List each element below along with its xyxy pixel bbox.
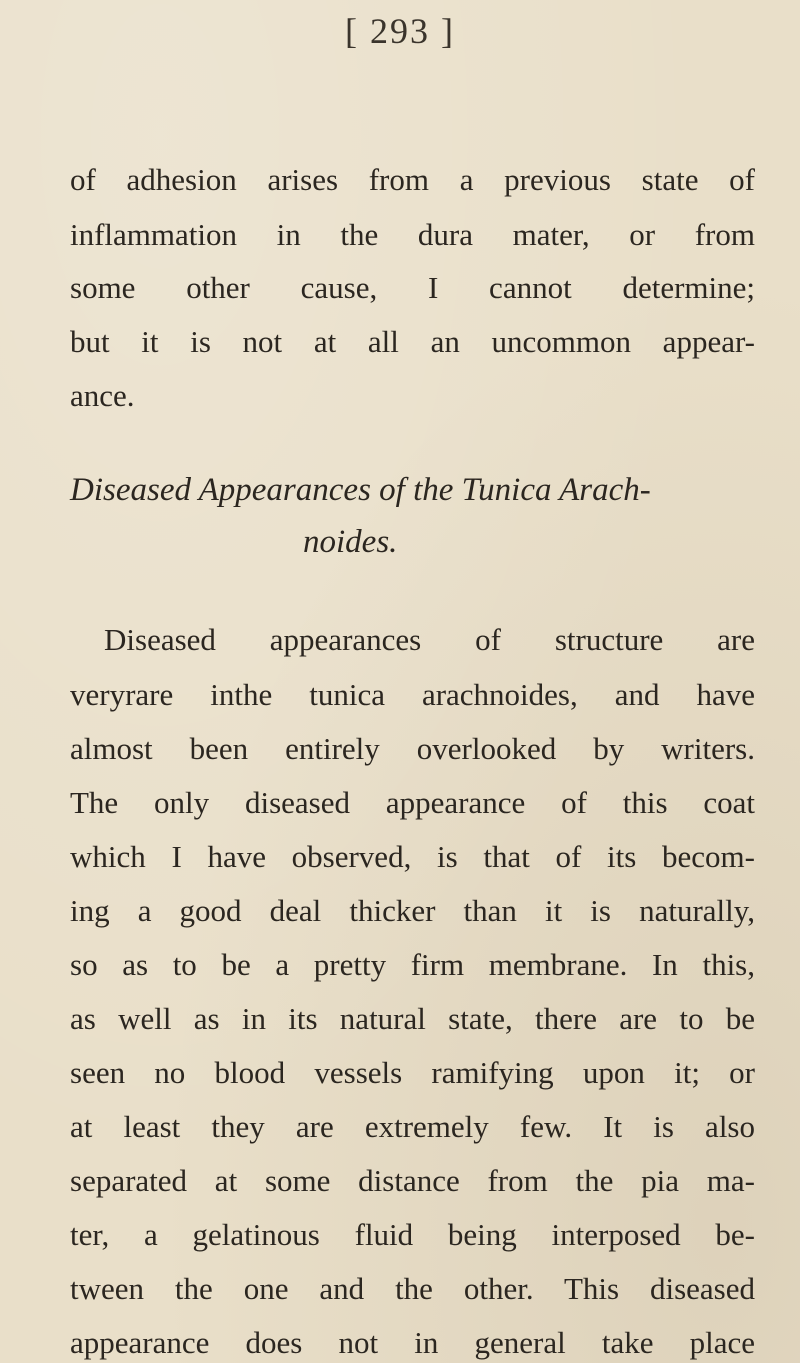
text-line: The only diseased appearance of this coat (70, 785, 755, 820)
text-line: separated at some distance from the pia ma- (70, 1163, 755, 1198)
section-heading-continuation: noides. (303, 524, 398, 560)
text-line: tween the one and the other. This diseased (70, 1271, 755, 1306)
text-line: seen no blood vessels ramifying upon it; or (70, 1055, 755, 1090)
text-line: so as to be a pretty firm membrane. In this, (70, 947, 755, 982)
text-line: ter, a gelatinous fluid being interposed be- (70, 1217, 755, 1252)
text-line: Diseased appearances of structure are (104, 622, 755, 657)
text-line: ance. (70, 378, 135, 413)
text-line: of adhesion arises from a previous state of (70, 162, 755, 197)
page-number: [ 293 ] (345, 11, 455, 51)
text-line: which I have observed, is that of its becom- (70, 839, 755, 874)
text-line: but it is not at all an uncommon appear- (70, 324, 755, 359)
text-line: at least they are extremely few. It is also (70, 1109, 755, 1144)
section-heading: Diseased Appearances of the Tunica Arach- (70, 472, 651, 508)
text-line: appearance does not in general take place (70, 1325, 755, 1360)
text-line: veryrare inthe tunica arachnoides, and have (70, 677, 755, 712)
text-line: some other cause, I cannot determine; (70, 270, 755, 305)
text-line: inflammation in the dura mater, or from (70, 217, 755, 252)
text-line: ing a good deal thicker than it is naturally, (70, 893, 755, 928)
text-line: as well as in its natural state, there are to be (70, 1001, 755, 1036)
text-line: almost been entirely overlooked by writers. (70, 731, 755, 766)
